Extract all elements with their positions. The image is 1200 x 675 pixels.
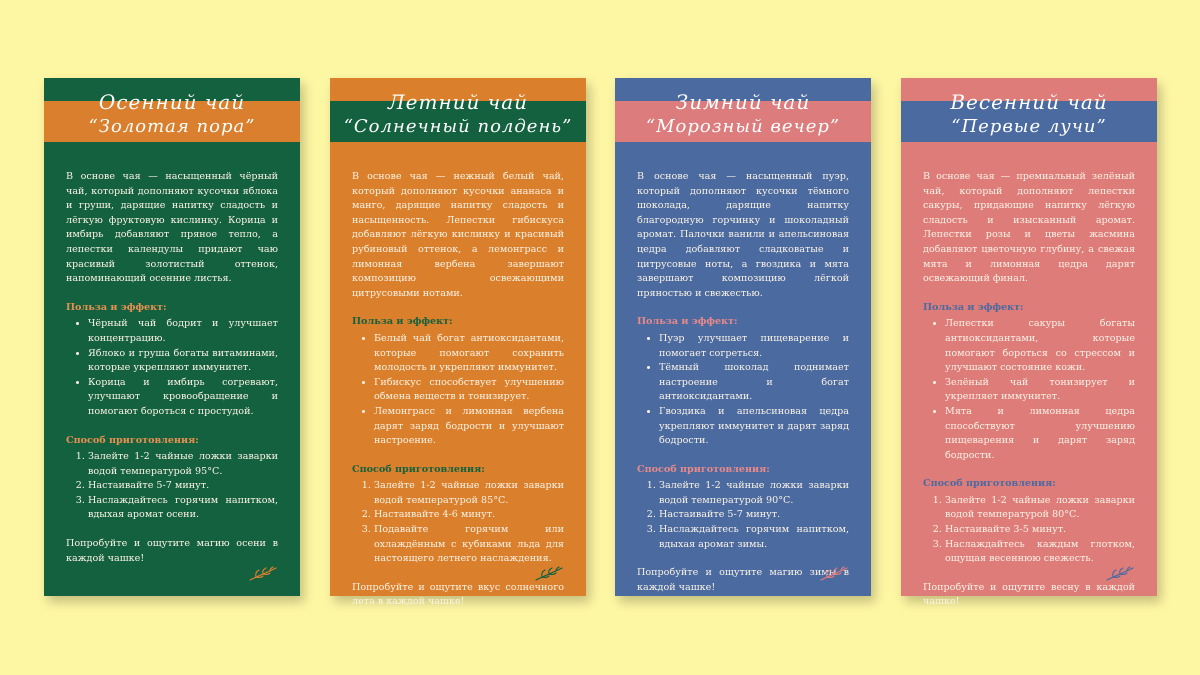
benefits-list	[637, 332, 849, 449]
list-item: 2. Настаивайте 5-7 минут.	[659, 508, 849, 523]
leaf-sprig-icon	[1105, 566, 1135, 582]
list-item: • Корица и имбирь согревают, улучшают кровообращение и помогают бороться с простудой.	[88, 376, 278, 420]
card-body	[637, 170, 849, 595]
card-outro: Попробуйте и ощутите магию осени в каждой чашке!	[66, 538, 278, 564]
list-item: 1. Залейте 1-2 чайные ложки заварки водой температурой 95°С.	[88, 450, 278, 479]
list-item: • Пуэр улучшает пищеварение и помогает согреться.	[659, 332, 849, 361]
tea-card-winter	[615, 78, 871, 596]
card-body	[66, 170, 278, 566]
card-title	[330, 92, 586, 136]
benefits-heading: Польза и эффект:	[66, 301, 167, 313]
card-body	[352, 170, 564, 610]
card-outro: Попробуйте и ощутите весну в каждой чашке!	[923, 581, 1135, 608]
list-item: 3. Наслаждайтесь каждым глотком, ощущая весеннюю свежесть.	[945, 538, 1135, 567]
leaf-sprig-icon	[248, 566, 278, 582]
list-item: 1. Залейте 1-2 чайные ложки заварки водой температурой 80°С.	[945, 494, 1135, 523]
card-title	[901, 92, 1157, 136]
card-body	[923, 170, 1135, 610]
prep-heading: Способ приготовления:	[637, 463, 770, 475]
benefits-heading: Польза и эффект:	[923, 301, 1024, 313]
prep-heading: Способ приготовления:	[352, 463, 485, 475]
card-intro: В основе чая — нежный белый чай, который дополняют кусочки ананаса и манго, дарящие напитку сладость и насыщенность. Лепестки гибискуса добавляют лёгкую кислинку и красивый рубиновый оттенок, а лемонграсс и лимонная вербена завершают композицию освежающими цитрусовыми нотами.	[352, 171, 564, 299]
list-item: • Яблоко и груша богаты витаминами, которые укрепляют иммунитет.	[88, 347, 278, 376]
list-item: • Белый чай богат антиоксидантами, которые помогают сохранить молодость и укрепляют иммунитет.	[374, 332, 564, 376]
list-item: • Лепестки сакуры богаты антиоксидантами, которые помогают бороться со стрессом и улучшают состояние кожи.	[945, 317, 1135, 375]
card-outro: Попробуйте и ощутите вкус солнечного лета в каждой чашке!	[352, 581, 564, 608]
list-item: 2. Настаивайте 5-7 минут.	[88, 479, 278, 494]
tea-card-spring	[901, 78, 1157, 608]
benefits-list	[352, 332, 564, 449]
card-title-line1: Весенний чай	[950, 90, 1108, 114]
list-item: • Чёрный чай бодрит и улучшает концентрацию.	[88, 317, 278, 346]
card-title	[615, 92, 871, 136]
list-item: 2. Настаивайте 3-5 минут.	[945, 523, 1135, 538]
leaf-sprig-icon	[534, 566, 564, 582]
card-title-line2: “Первые лучи”	[951, 116, 1107, 137]
benefits-heading: Польза и эффект:	[637, 316, 738, 328]
card-title-line1: Осенний чай	[98, 90, 246, 114]
prep-heading: Способ приготовления:	[923, 478, 1056, 490]
list-item: • Лемонграсс и лимонная вербена дарят заряд бодрости и улучшают настроение.	[374, 405, 564, 449]
prep-list	[637, 479, 849, 552]
list-item: • Зелёный чай тонизирует и укрепляет иммунитет.	[945, 376, 1135, 405]
tea-card-summer	[330, 78, 586, 608]
card-outro: Попробуйте и ощутите магию зимы в каждой чашке!	[637, 567, 849, 593]
tea-card-autumn	[44, 78, 300, 596]
list-item: 2. Настаивайте 4-6 минут.	[374, 508, 564, 523]
card-intro: В основе чая — насыщенный чёрный чай, который дополняют кусочки яблока и груши, дарящие напитку сладость и лёгкую фруктовую кислинку. Корица и имбирь добавляют пряное тепло, а лепестки календулы придают чаю красивый золотистый оттенок, напоминающий осенние листья.	[66, 171, 278, 285]
card-title-line2: “Золотая пора”	[88, 116, 256, 137]
list-item: 1. Залейте 1-2 чайные ложки заварки водой температурой 85°С.	[374, 479, 564, 508]
card-title-line1: Летний чай	[387, 90, 529, 114]
prep-list	[352, 479, 564, 567]
list-item: 1. Залейте 1-2 чайные ложки заварки водой температурой 90°С.	[659, 479, 849, 508]
benefits-list	[66, 317, 278, 419]
card-title-line2: “Солнечный полдень”	[343, 116, 573, 137]
card-title-line1: Зимний чай	[675, 90, 811, 114]
prep-list	[923, 494, 1135, 567]
list-item: 3. Подавайте горячим или охлаждённым с кубиками льда для настоящего летнего наслаждения.	[374, 523, 564, 567]
card-title-line2: “Морозный вечер”	[645, 116, 841, 137]
list-item: • Тёмный шоколад поднимает настроение и богат антиоксидантами.	[659, 361, 849, 405]
list-item: 3. Наслаждайтесь горячим напитком, вдыхая аромат зимы.	[659, 523, 849, 552]
card-title	[44, 92, 300, 136]
leaf-sprig-icon	[819, 566, 849, 582]
card-intro: В основе чая — премиальный зелёный чай, который дополняют лепестки сакуры, придающие напитку лёгкую сладость и изысканный аромат. Лепестки розы и цветы жасмина добавляют цветочную глубину, а свежая мята и лимонная цедра дарят освежающий финал.	[923, 171, 1135, 285]
prep-list	[66, 450, 278, 523]
list-item: 3. Наслаждайтесь горячим напитком, вдыхая аромат осени.	[88, 494, 278, 523]
list-item: • Гибискус способствует улучшению обмена веществ и тонизирует.	[374, 376, 564, 405]
benefits-heading: Польза и эффект:	[352, 316, 453, 328]
benefits-list	[923, 317, 1135, 463]
prep-heading: Способ приготовления:	[66, 434, 199, 446]
card-intro: В основе чая — насыщенный пуэр, который дополняют кусочки тёмного шоколада, дарящие напитку благородную горчинку и шоколадный аромат. Палочки ванили и апельсиновая цедра добавляют сладковатые и цитрусовые ноты, а гвоздика и мята завершают композицию лёгкой пряностью и свежестью.	[637, 171, 849, 299]
list-item: • Гвоздика и апельсиновая цедра укрепляют иммунитет и дарят заряд бодрости.	[659, 405, 849, 449]
list-item: • Мята и лимонная цедра способствуют улучшению пищеварения и дарят заряд бодрости.	[945, 405, 1135, 463]
